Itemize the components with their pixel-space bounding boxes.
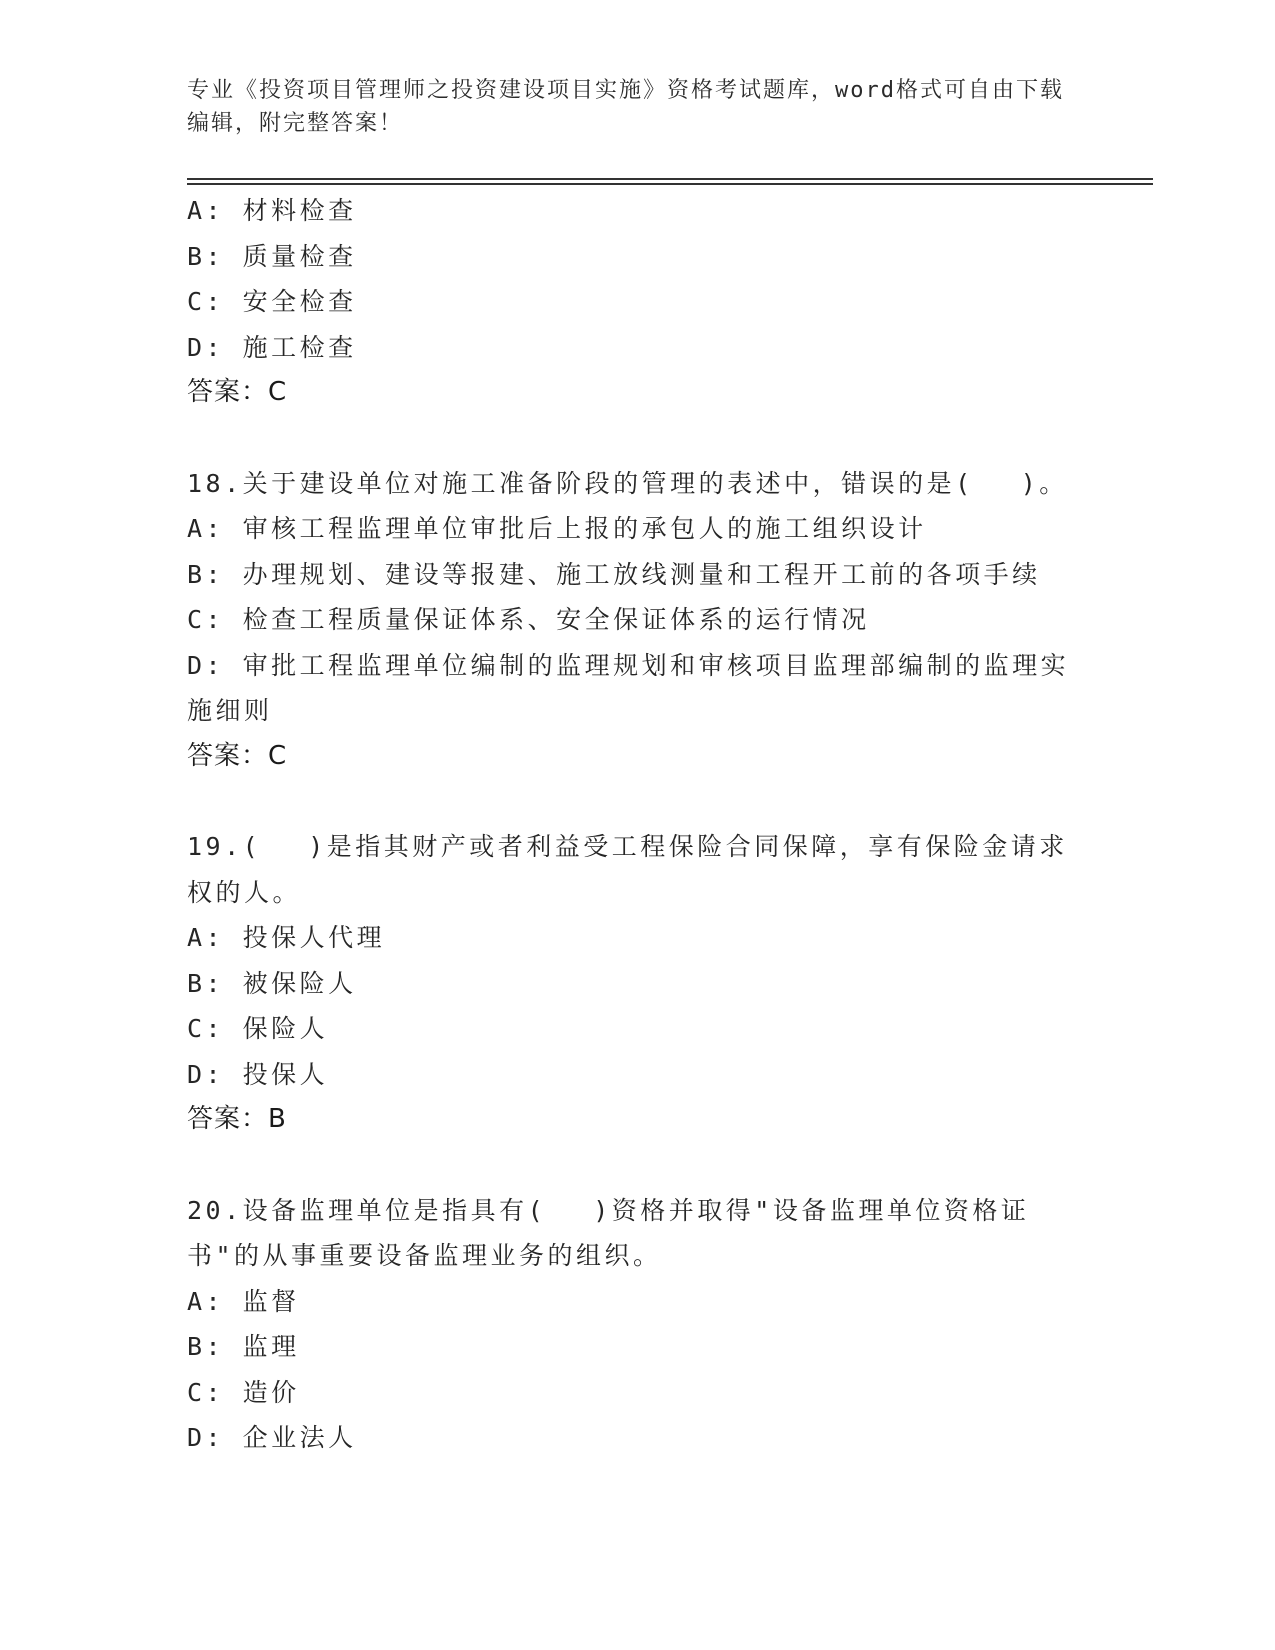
- option-b: B: 质量检查: [187, 241, 357, 271]
- question-19-block: [187, 824, 1087, 1143]
- option-b: B: 被保险人: [187, 968, 357, 998]
- question-20-block: [187, 1188, 1087, 1461]
- header-rule-bottom: [187, 183, 1153, 185]
- option-c: C: 检查工程质量保证体系、安全保证体系的运行情况: [187, 605, 870, 634]
- document-header: 专业《投资项目管理师之投资建设项目实施》资格考试题库，word格式可自由下载编辑，附完整答案！: [187, 78, 1064, 136]
- option-b: B: 办理规划、建设等报建、施工放线测量和工程开工前的各项手续: [187, 559, 1041, 589]
- answer-line: 答案：C: [187, 740, 288, 771]
- option-d: D: 审批工程监理单位编制的监理规划和审核项目监理部编制的监理实施细则: [187, 650, 1070, 725]
- question-list: [187, 188, 1087, 1461]
- option-a: A: 投保人代理: [187, 923, 386, 952]
- option-a: A: 审核工程监理单位审批后上报的承包人的施工组织设计: [187, 514, 927, 543]
- option-b: B: 监理: [187, 1332, 300, 1361]
- question-stem: 20.设备监理单位是指具有( )资格并取得"设备监理单位资格证书"的从事重要设备监理业务的组织。: [187, 1195, 1030, 1270]
- question-stem: 19.( )是指其财产或者利益受工程保险合同保障，享有保险金请求权的人。: [187, 832, 1068, 907]
- option-d: D: 施工检查: [187, 332, 357, 362]
- answer-line: 答案：C: [187, 377, 288, 407]
- header-rule-top: [187, 178, 1153, 180]
- option-d: D: 企业法人: [187, 1423, 357, 1452]
- option-c: C: 造价: [187, 1377, 300, 1407]
- question-stem: 18.关于建设单位对施工准备阶段的管理的表述中，错误的是( )。: [187, 468, 1068, 498]
- option-c: C: 安全检查: [187, 287, 357, 316]
- question-18-block: [187, 461, 1087, 780]
- option-c: C: 保险人: [187, 1014, 329, 1043]
- option-a: A: 监督: [187, 1286, 300, 1316]
- question-17-block: [187, 188, 1087, 416]
- option-d: D: 投保人: [187, 1059, 329, 1089]
- option-a: A: 材料检查: [187, 196, 357, 225]
- answer-line: 答案：B: [187, 1104, 287, 1134]
